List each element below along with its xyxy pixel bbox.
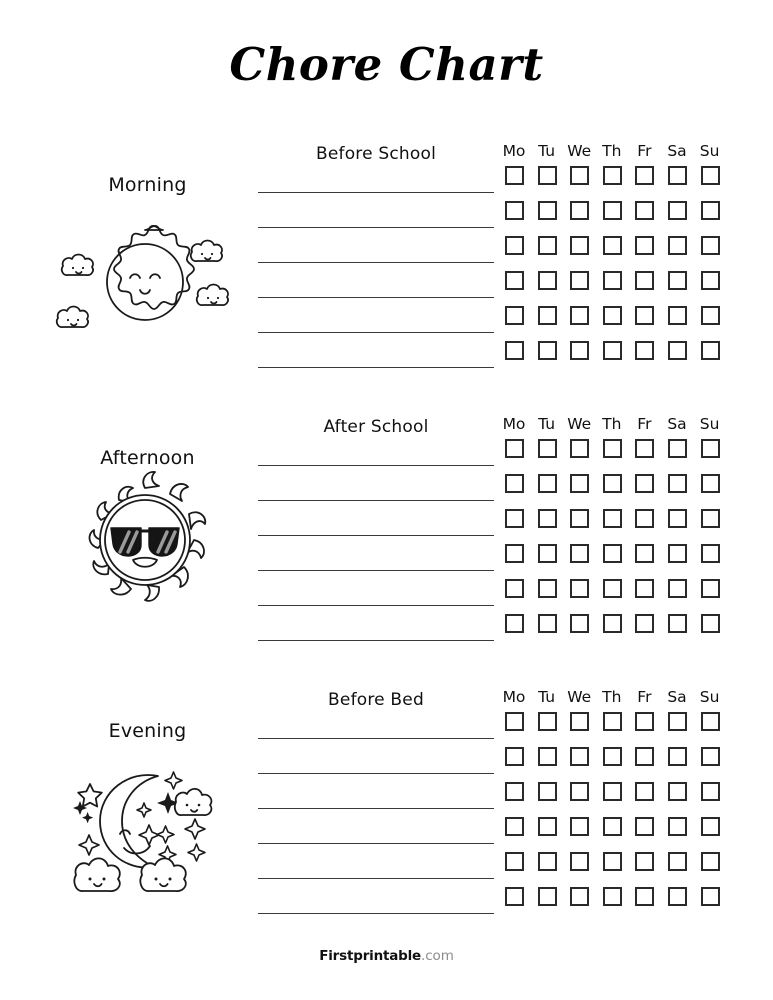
checkbox-tu-row4[interactable] [538, 817, 557, 836]
checkbox-tu-row3[interactable] [538, 509, 557, 528]
day-header-tu: Tu [538, 415, 556, 433]
write-in-line[interactable] [258, 640, 494, 641]
checkbox-we-row4[interactable] [570, 271, 589, 290]
checkbox-we-row3[interactable] [570, 509, 589, 528]
checkbox-mo-row2[interactable] [505, 747, 524, 766]
checkbox-fr-row4[interactable] [635, 817, 654, 836]
checkbox-sa-row2[interactable] [668, 201, 687, 220]
day-header-th: Th [602, 688, 622, 706]
checkbox-tu-row6[interactable] [538, 614, 557, 633]
write-in-line[interactable] [258, 332, 494, 333]
checkbox-fr-row1[interactable] [635, 166, 654, 185]
day-header-fr: Fr [637, 142, 652, 160]
write-in-line[interactable] [258, 500, 494, 501]
footer-brand-tld: .com [421, 948, 454, 964]
write-in-line[interactable] [258, 535, 494, 536]
checkbox-su-row2[interactable] [701, 474, 720, 493]
checkbox-tu-row5[interactable] [538, 306, 557, 325]
checkbox-mo-row1[interactable] [505, 712, 524, 731]
checkbox-sa-row5[interactable] [668, 852, 687, 871]
column-title-afternoon: After School [323, 417, 429, 437]
checkbox-th-row4[interactable] [603, 544, 622, 563]
write-in-line[interactable] [258, 367, 494, 368]
checkbox-we-row4[interactable] [570, 544, 589, 563]
checkbox-sa-row5[interactable] [668, 306, 687, 325]
evening-artwork-sleeping-moon-with-clouds-and-stars [58, 762, 238, 906]
checkbox-tu-row2[interactable] [538, 747, 557, 766]
checkbox-sa-row1[interactable] [668, 712, 687, 731]
checkbox-mo-row4[interactable] [505, 817, 524, 836]
write-in-line[interactable] [258, 878, 494, 879]
afternoon-artwork-sun-with-sunglasses [58, 470, 233, 619]
checkbox-th-row3[interactable] [603, 509, 622, 528]
checkbox-th-row4[interactable] [603, 817, 622, 836]
checkbox-we-row3[interactable] [570, 236, 589, 255]
checkbox-fr-row6[interactable] [635, 341, 654, 360]
checkbox-tu-row3[interactable] [538, 236, 557, 255]
checkbox-su-row6[interactable] [701, 341, 720, 360]
checkbox-th-row3[interactable] [603, 782, 622, 801]
checkbox-sa-row4[interactable] [668, 271, 687, 290]
checkbox-fr-row2[interactable] [635, 474, 654, 493]
checkbox-su-row3[interactable] [701, 782, 720, 801]
day-header-mo: Mo [502, 142, 526, 160]
checkbox-tu-row5[interactable] [538, 852, 557, 871]
checkbox-sa-row3[interactable] [668, 509, 687, 528]
checkbox-fr-row3[interactable] [635, 236, 654, 255]
checkbox-tu-row2[interactable] [538, 201, 557, 220]
checkbox-tu-row2[interactable] [538, 474, 557, 493]
write-in-line[interactable] [258, 808, 494, 809]
checkbox-mo-row2[interactable] [505, 474, 524, 493]
checkbox-mo-row4[interactable] [505, 544, 524, 563]
checkbox-tu-row1[interactable] [538, 166, 557, 185]
checkbox-th-row2[interactable] [603, 747, 622, 766]
checkbox-we-row6[interactable] [570, 887, 589, 906]
part-label-morning: Morning [108, 174, 187, 196]
column-title-evening: Before Bed [328, 690, 424, 710]
write-in-line[interactable] [258, 465, 494, 466]
checkbox-fr-row5[interactable] [635, 579, 654, 598]
checkbox-tu-row5[interactable] [538, 579, 557, 598]
checkbox-mo-row3[interactable] [505, 509, 524, 528]
checkbox-we-row1[interactable] [570, 439, 589, 458]
checkbox-mo-row5[interactable] [505, 579, 524, 598]
checkbox-su-row1[interactable] [701, 166, 720, 185]
day-header-sa: Sa [667, 415, 687, 433]
checkbox-we-row5[interactable] [570, 579, 589, 598]
checkbox-fr-row1[interactable] [635, 439, 654, 458]
checkbox-sa-row6[interactable] [668, 887, 687, 906]
column-title-morning: Before School [315, 144, 437, 164]
day-header-tu: Tu [538, 688, 556, 706]
checkbox-fr-row4[interactable] [635, 271, 654, 290]
day-header-we: We [567, 415, 592, 433]
checkbox-sa-row1[interactable] [668, 439, 687, 458]
day-header-su: Su [699, 688, 720, 706]
write-in-line[interactable] [258, 843, 494, 844]
checkbox-fr-row1[interactable] [635, 712, 654, 731]
checkbox-fr-row3[interactable] [635, 509, 654, 528]
checkbox-mo-row4[interactable] [505, 271, 524, 290]
day-header-we: We [567, 688, 592, 706]
checkbox-mo-row2[interactable] [505, 201, 524, 220]
checkbox-su-row5[interactable] [701, 579, 720, 598]
checkbox-sa-row6[interactable] [668, 341, 687, 360]
checkbox-fr-row6[interactable] [635, 887, 654, 906]
checkbox-tu-row6[interactable] [538, 887, 557, 906]
footer-brand-name: Firstprintable [319, 948, 422, 964]
part-label-afternoon: Afternoon [100, 447, 195, 469]
day-header-fr: Fr [637, 688, 652, 706]
day-header-su: Su [699, 415, 720, 433]
day-header-tu: Tu [538, 142, 556, 160]
checkbox-su-row5[interactable] [701, 306, 720, 325]
write-in-line[interactable] [258, 773, 494, 774]
day-header-sa: Sa [667, 688, 687, 706]
day-header-we: We [567, 142, 592, 160]
checkbox-we-row4[interactable] [570, 817, 589, 836]
checkbox-we-row2[interactable] [570, 747, 589, 766]
checkbox-tu-row1[interactable] [538, 439, 557, 458]
checkbox-tu-row6[interactable] [538, 341, 557, 360]
checkbox-th-row5[interactable] [603, 306, 622, 325]
checkbox-sa-row4[interactable] [668, 544, 687, 563]
checkbox-we-row2[interactable] [570, 474, 589, 493]
checkbox-th-row1[interactable] [603, 439, 622, 458]
checkbox-we-row3[interactable] [570, 782, 589, 801]
checkbox-tu-row3[interactable] [538, 782, 557, 801]
checkbox-fr-row6[interactable] [635, 614, 654, 633]
checkbox-th-row1[interactable] [603, 166, 622, 185]
checkbox-su-row2[interactable] [701, 201, 720, 220]
checkbox-sa-row3[interactable] [668, 236, 687, 255]
write-in-line[interactable] [258, 913, 494, 914]
day-header-mo: Mo [502, 415, 526, 433]
checkbox-sa-row1[interactable] [668, 166, 687, 185]
checkbox-th-row4[interactable] [603, 271, 622, 290]
checkbox-fr-row5[interactable] [635, 306, 654, 325]
checkbox-sa-row4[interactable] [668, 817, 687, 836]
checkbox-th-row6[interactable] [603, 887, 622, 906]
checkbox-we-row6[interactable] [570, 341, 589, 360]
checkbox-we-row5[interactable] [570, 306, 589, 325]
write-in-line[interactable] [258, 262, 494, 263]
write-in-line[interactable] [258, 570, 494, 571]
checkbox-mo-row6[interactable] [505, 614, 524, 633]
checkbox-th-row3[interactable] [603, 236, 622, 255]
checkbox-su-row6[interactable] [701, 614, 720, 633]
checkbox-su-row4[interactable] [701, 544, 720, 563]
checkbox-fr-row2[interactable] [635, 747, 654, 766]
checkbox-fr-row3[interactable] [635, 782, 654, 801]
write-in-line[interactable] [258, 738, 494, 739]
day-header-th: Th [602, 142, 622, 160]
checkbox-su-row1[interactable] [701, 439, 720, 458]
checkbox-su-row2[interactable] [701, 747, 720, 766]
checkbox-tu-row4[interactable] [538, 271, 557, 290]
checkbox-su-row3[interactable] [701, 509, 720, 528]
checkbox-su-row1[interactable] [701, 712, 720, 731]
day-header-mo: Mo [502, 688, 526, 706]
checkbox-mo-row3[interactable] [505, 782, 524, 801]
checkbox-fr-row2[interactable] [635, 201, 654, 220]
checkbox-th-row6[interactable] [603, 614, 622, 633]
checkbox-we-row2[interactable] [570, 201, 589, 220]
checkbox-mo-row6[interactable] [505, 887, 524, 906]
checkbox-th-row6[interactable] [603, 341, 622, 360]
checkbox-th-row5[interactable] [603, 579, 622, 598]
checkbox-mo-row5[interactable] [505, 306, 524, 325]
checkbox-sa-row2[interactable] [668, 747, 687, 766]
part-label-evening: Evening [108, 720, 187, 742]
checkbox-tu-row1[interactable] [538, 712, 557, 731]
write-in-line[interactable] [258, 227, 494, 228]
checkbox-we-row6[interactable] [570, 614, 589, 633]
checkbox-mo-row1[interactable] [505, 439, 524, 458]
write-in-line[interactable] [258, 192, 494, 193]
checkbox-fr-row5[interactable] [635, 852, 654, 871]
checkbox-su-row6[interactable] [701, 887, 720, 906]
footer-branding [0, 950, 773, 964]
day-header-fr: Fr [637, 415, 652, 433]
day-header-sa: Sa [667, 142, 687, 160]
checkbox-sa-row5[interactable] [668, 579, 687, 598]
checkbox-sa-row2[interactable] [668, 474, 687, 493]
checkbox-su-row4[interactable] [701, 817, 720, 836]
checkbox-su-row4[interactable] [701, 271, 720, 290]
day-header-su: Su [699, 142, 720, 160]
checkbox-mo-row6[interactable] [505, 341, 524, 360]
checkbox-mo-row3[interactable] [505, 236, 524, 255]
write-in-line[interactable] [258, 297, 494, 298]
checkbox-mo-row5[interactable] [505, 852, 524, 871]
checkbox-we-row1[interactable] [570, 166, 589, 185]
checkbox-mo-row1[interactable] [505, 166, 524, 185]
checkbox-su-row5[interactable] [701, 852, 720, 871]
checkbox-th-row2[interactable] [603, 201, 622, 220]
write-in-line[interactable] [258, 605, 494, 606]
checkbox-th-row1[interactable] [603, 712, 622, 731]
checkbox-we-row1[interactable] [570, 712, 589, 731]
checkbox-we-row5[interactable] [570, 852, 589, 871]
checkbox-th-row5[interactable] [603, 852, 622, 871]
checkbox-fr-row4[interactable] [635, 544, 654, 563]
checkbox-tu-row4[interactable] [538, 544, 557, 563]
checkbox-sa-row6[interactable] [668, 614, 687, 633]
morning-artwork-smiling-sun-with-clouds [40, 218, 250, 352]
checkbox-sa-row3[interactable] [668, 782, 687, 801]
checkbox-su-row3[interactable] [701, 236, 720, 255]
day-header-th: Th [602, 415, 622, 433]
page-title: Chore Chart [229, 38, 544, 91]
checkbox-th-row2[interactable] [603, 474, 622, 493]
